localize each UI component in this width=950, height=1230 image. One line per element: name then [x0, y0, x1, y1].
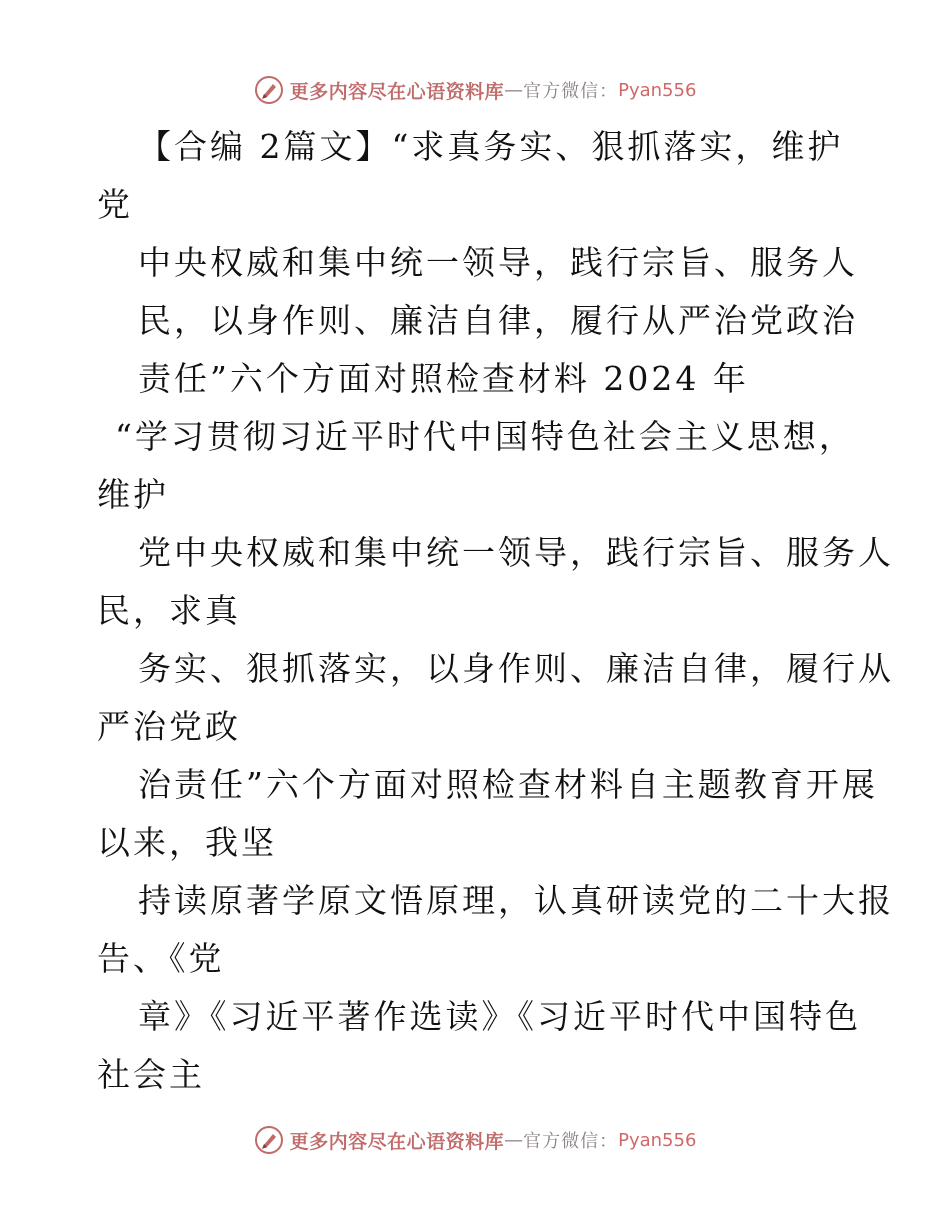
document-line: 社会主 [97, 1055, 205, 1094]
header-wechat-id: Pyan556 [618, 79, 697, 101]
header-wechat-label: 官方微信： [523, 81, 619, 102]
header-dash: — [504, 79, 524, 101]
document-line: “学习贯彻习近平时代中国特色社会主义思想， [115, 417, 855, 456]
document-line: 维护 [97, 475, 169, 514]
document-line: 治责任”六个方面对照检查材料自主题教育开展 [138, 765, 878, 804]
document-line: 党 [97, 185, 133, 224]
footer-dash: — [504, 1129, 524, 1151]
document-line: 民，以身作则、廉洁自律，履行从严治党政治 [138, 301, 858, 340]
document-line: 民，求真 [97, 591, 241, 630]
document-line: 以来，我坚 [97, 823, 277, 862]
footer-banner [0, 1120, 950, 1160]
document-line: 严治党政 [97, 707, 241, 746]
document-line: 务实、狠抓落实，以身作则、廉洁自律，履行从 [138, 649, 894, 688]
document-line: 责任”六个方面对照检查材料 2024 年 [138, 359, 749, 398]
document-line: 党中央权威和集中统一领导，践行宗旨、服务人 [138, 533, 894, 572]
pen-nib-logo-icon [254, 1125, 284, 1155]
document-line: 中央权威和集中统一领导，践行宗旨、服务人 [138, 243, 858, 282]
footer-site-name: 更多内容尽在心语资料库 [289, 1130, 505, 1153]
document-line: 持读原著学原文悟原理，认真研读党的二十大报 [138, 881, 894, 920]
document-line: 章》《习近平著作选读》《习近平时代中国特色 [138, 997, 861, 1036]
document-line: 【合编 2篇文】“求真务实、狠抓落实，维护 [138, 127, 844, 166]
header-site-name: 更多内容尽在心语资料库 [289, 80, 505, 103]
footer-wechat-id: Pyan556 [618, 1129, 697, 1151]
footer-wechat-label: 官方微信： [523, 1131, 619, 1152]
document-line: 告、《党 [97, 939, 225, 978]
